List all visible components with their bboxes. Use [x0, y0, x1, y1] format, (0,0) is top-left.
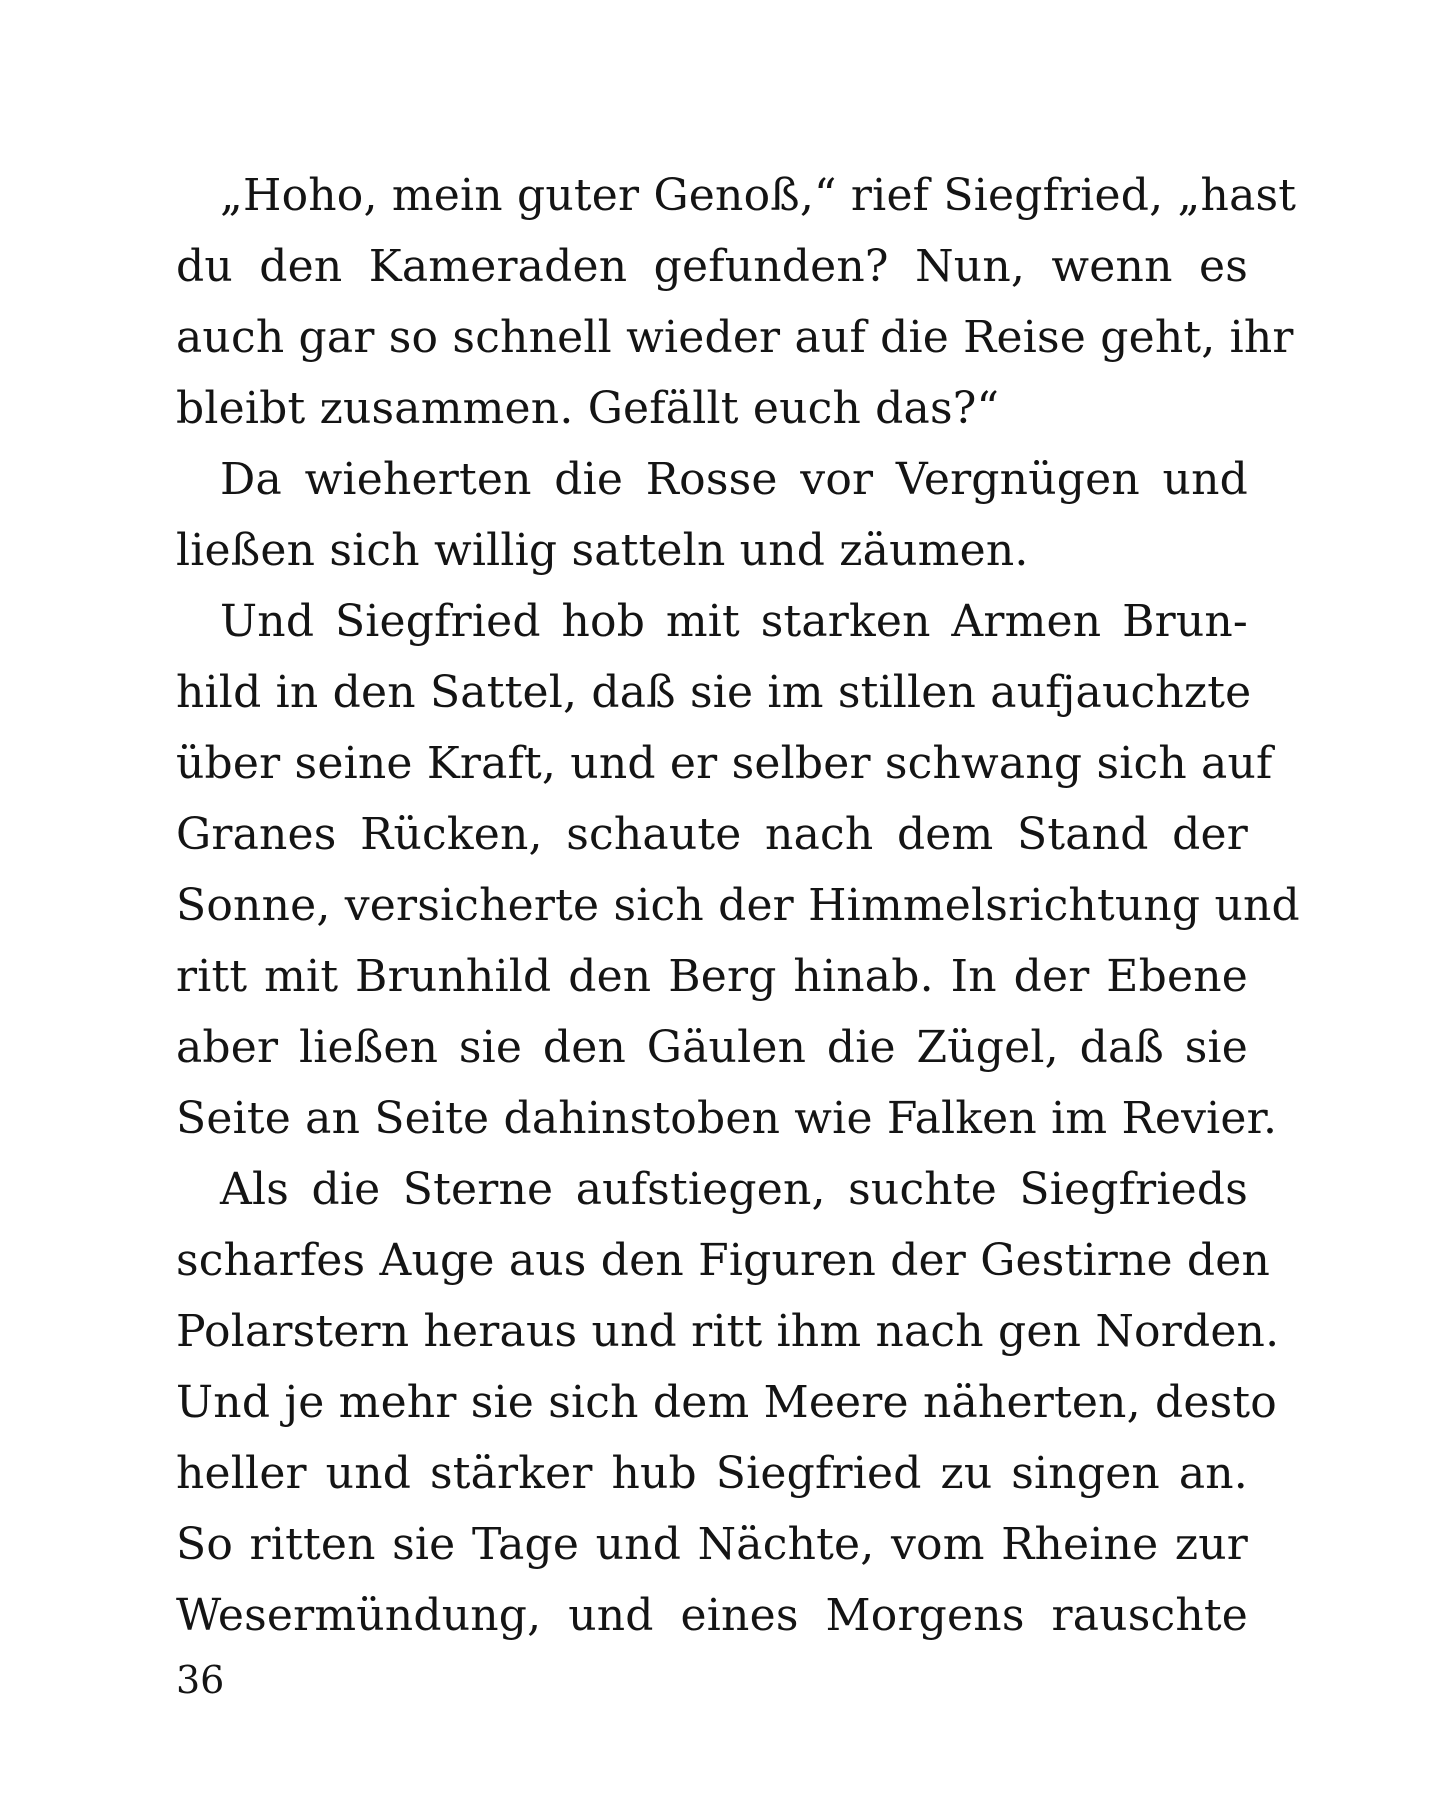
text-line: bleibt zusammen. Gefällt euch das?“ [176, 383, 1000, 434]
text-line: So ritten sie Tage und Nächte, vom Rheine zur [176, 1519, 1248, 1570]
text-line: Polarstern heraus und ritt ihm nach gen Norden. [176, 1306, 1280, 1357]
text-line: Sonne, versicherte sich der Himmelsrichtung und [176, 880, 1300, 931]
text-line: aber ließen sie den Gäulen die Zügel, daß sie [176, 1022, 1248, 1073]
text-line: scharfes Auge aus den Figuren der Gestirne den [176, 1235, 1271, 1286]
text-line: Als die Sterne aufstiegen, suchte Siegfrieds [220, 1164, 1248, 1215]
page-number: 36 [176, 1658, 225, 1702]
text-line: Und Siegfried hob mit starken Armen Brun- [220, 596, 1248, 647]
body-text [176, 160, 1300, 1651]
text-line: hild in den Sattel, daß sie im stillen aufjauchzte [176, 667, 1252, 718]
text-line: auch gar so schnell wieder auf die Reise geht, ihr [176, 312, 1294, 363]
paragraph-3 [176, 586, 1300, 1154]
text-line: Und je mehr sie sich dem Meere näherten, desto [176, 1377, 1277, 1428]
text-line: Da wieherten die Rosse vor Vergnügen und [220, 454, 1248, 505]
paragraph-4 [176, 1154, 1280, 1651]
text-line: ritt mit Brunhild den Berg hinab. In der Ebene [176, 951, 1248, 1002]
text-line: „Hoho, mein guter Genoß,“ rief Siegfried, „hast [220, 170, 1297, 221]
text-line: Wesermündung, und eines Morgens rauschte [176, 1590, 1248, 1641]
paragraph-2 [176, 444, 1248, 586]
paragraph-1 [176, 160, 1297, 444]
text-line: über seine Kraft, und er selber schwang sich auf [176, 738, 1273, 789]
text-line: du den Kameraden gefunden? Nun, wenn es [176, 241, 1248, 292]
text-line: Granes Rücken, schaute nach dem Stand der [176, 809, 1248, 860]
text-line: Seite an Seite dahinstoben wie Falken im Revier. [176, 1093, 1278, 1144]
text-line: heller und stärker hub Siegfried zu singen an. [176, 1448, 1248, 1499]
text-line: ließen sich willig satteln und zäumen. [176, 525, 1029, 576]
